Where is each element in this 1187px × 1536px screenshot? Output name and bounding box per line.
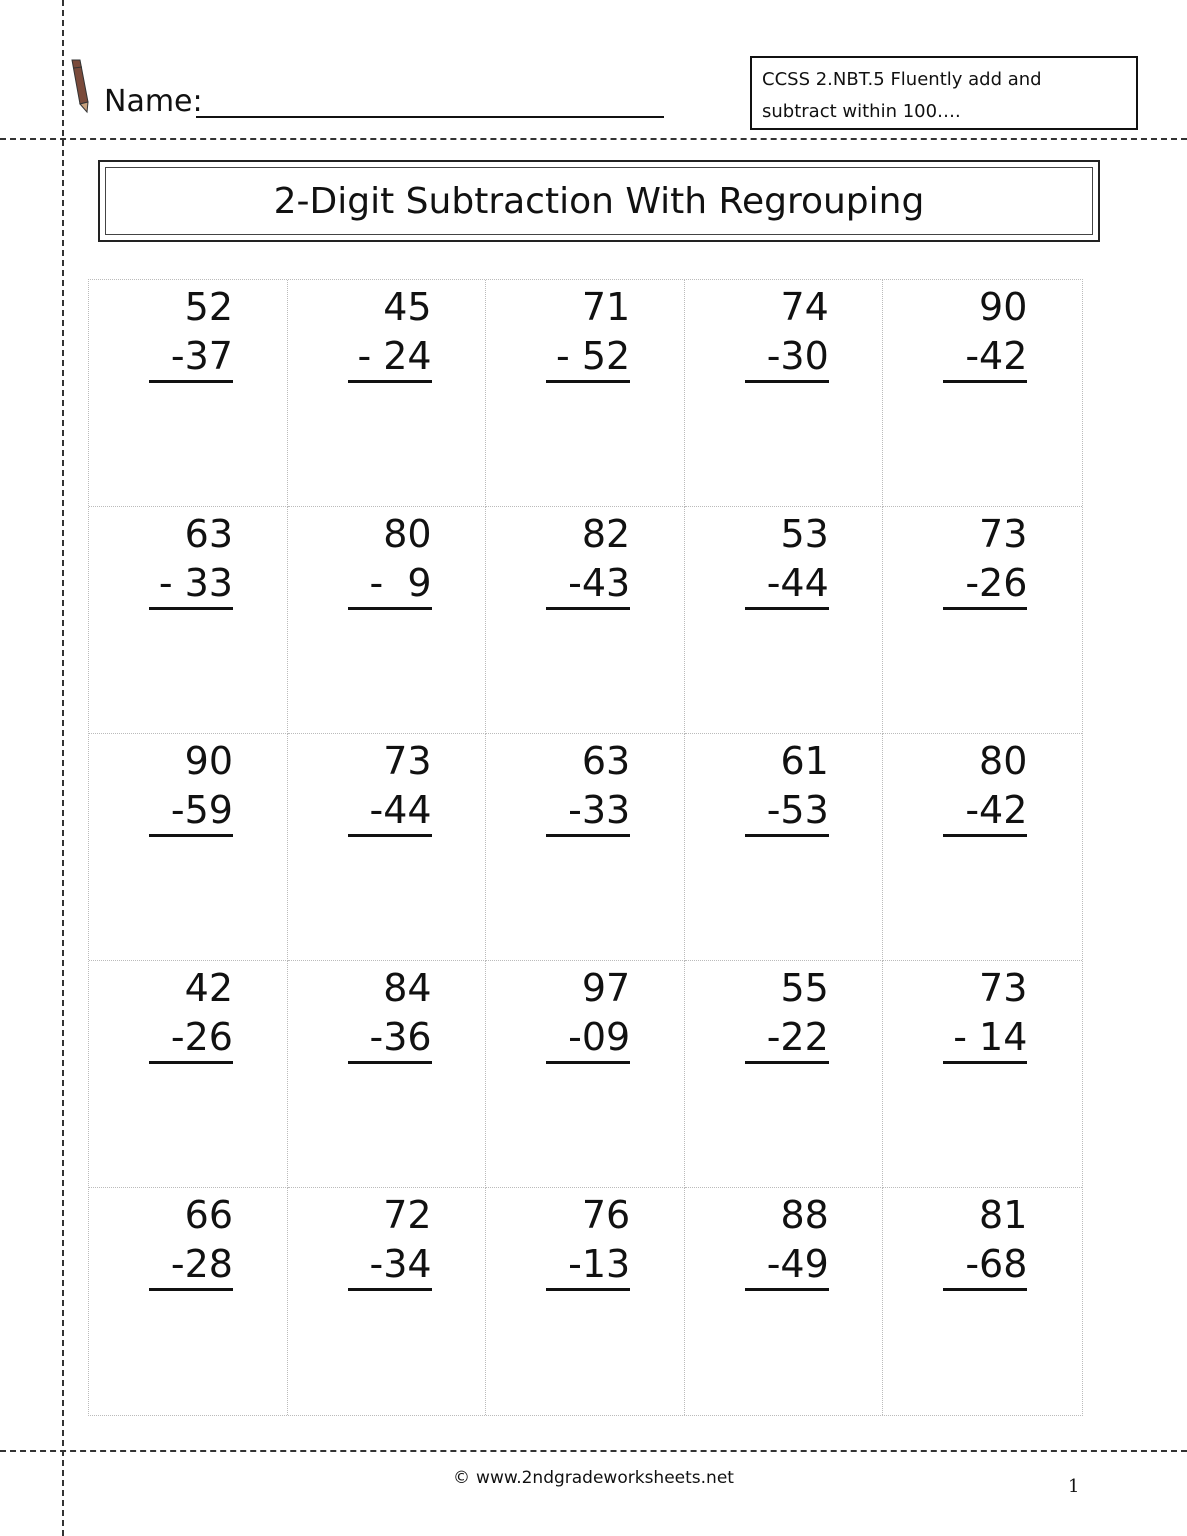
subtrahend: -09	[546, 1013, 630, 1064]
problem	[149, 1190, 233, 1291]
subtrahend: -53	[745, 786, 829, 837]
worksheet-title: 2-Digit Subtraction With Regrouping	[105, 167, 1093, 235]
problem-cell[interactable]	[89, 961, 288, 1188]
subtrahend: -42	[943, 786, 1027, 837]
name-label: Name:	[104, 84, 203, 119]
problem	[943, 963, 1027, 1064]
subtrahend: -13	[546, 1240, 630, 1291]
page-number: 1	[1068, 1476, 1080, 1497]
problem	[348, 282, 432, 383]
problem	[943, 282, 1027, 383]
name-field-line[interactable]	[196, 116, 664, 118]
bottom-guide-line	[0, 1450, 1187, 1452]
problem	[149, 282, 233, 383]
minuend: 63	[581, 739, 631, 783]
problem	[546, 736, 630, 837]
subtrahend: - 9	[348, 559, 432, 610]
title-box	[98, 160, 1100, 242]
standard-box	[750, 56, 1138, 130]
problem	[348, 963, 432, 1064]
problem-cell[interactable]	[883, 734, 1082, 961]
minuend: 97	[581, 966, 631, 1010]
footer-site: www.2ndgradeworksheets.net	[476, 1468, 734, 1488]
subtrahend: -44	[348, 786, 432, 837]
minuend: 73	[383, 739, 432, 783]
problem-cell[interactable]	[89, 507, 288, 734]
problem-cell[interactable]	[89, 280, 288, 507]
minuend: 42	[184, 966, 233, 1010]
subtrahend: -26	[149, 1013, 233, 1064]
problem	[348, 736, 432, 837]
problem-cell[interactable]	[288, 507, 487, 734]
minuend: 90	[184, 739, 233, 783]
subtrahend: -36	[348, 1013, 432, 1064]
minuend: 84	[383, 966, 432, 1010]
standard-line-1: CCSS 2.NBT.5 Fluently add and	[762, 69, 1042, 90]
problem-cell[interactable]	[883, 1188, 1082, 1415]
problem	[745, 963, 829, 1064]
problem-cell[interactable]	[883, 961, 1082, 1188]
minuend: 76	[581, 1193, 631, 1237]
problem-cell[interactable]	[89, 1188, 288, 1415]
problem-cell[interactable]	[685, 734, 884, 961]
problem	[348, 1190, 432, 1291]
problem-cell[interactable]	[883, 507, 1082, 734]
problem	[546, 1190, 630, 1291]
minuend: 63	[184, 512, 233, 556]
problem-cell[interactable]	[486, 961, 685, 1188]
problem	[348, 509, 432, 610]
problem-cell[interactable]	[486, 507, 685, 734]
copyright-icon: ©	[453, 1468, 471, 1488]
minuend: 72	[383, 1193, 432, 1237]
problems-grid	[88, 279, 1083, 1416]
problem	[149, 963, 233, 1064]
subtrahend: - 14	[943, 1013, 1027, 1064]
minuend: 74	[780, 285, 829, 329]
subtrahend: -33	[546, 786, 630, 837]
problem-cell[interactable]	[288, 734, 487, 961]
problem	[546, 963, 630, 1064]
minuend: 52	[184, 285, 233, 329]
subtrahend: -68	[943, 1240, 1027, 1291]
subtrahend: -22	[745, 1013, 829, 1064]
subtrahend: - 24	[348, 332, 432, 383]
minuend: 73	[979, 512, 1028, 556]
subtrahend: -28	[149, 1240, 233, 1291]
left-margin-line	[62, 0, 64, 1536]
minuend: 45	[383, 285, 432, 329]
problem	[745, 1190, 829, 1291]
subtrahend: -44	[745, 559, 829, 610]
minuend: 81	[979, 1193, 1028, 1237]
pencil-icon	[68, 58, 92, 114]
standard-line-2: subtract within 100….	[762, 101, 961, 122]
problem	[546, 509, 630, 610]
subtrahend: -30	[745, 332, 829, 383]
minuend: 53	[780, 512, 829, 556]
minuend: 90	[979, 285, 1028, 329]
problem-cell[interactable]	[685, 961, 884, 1188]
problem	[943, 736, 1027, 837]
problem-cell[interactable]	[486, 1188, 685, 1415]
minuend: 61	[780, 739, 829, 783]
top-guide-line	[0, 138, 1187, 140]
problem-cell[interactable]	[883, 280, 1082, 507]
problem-cell[interactable]	[288, 961, 487, 1188]
subtrahend: -59	[149, 786, 233, 837]
problem	[745, 509, 829, 610]
minuend: 55	[780, 966, 829, 1010]
minuend: 80	[979, 739, 1028, 783]
problem	[943, 1190, 1027, 1291]
problem-cell[interactable]	[685, 507, 884, 734]
minuend: 66	[184, 1193, 233, 1237]
minuend: 71	[581, 285, 631, 329]
problem	[943, 509, 1027, 610]
subtrahend: -26	[943, 559, 1027, 610]
subtrahend: - 33	[149, 559, 233, 610]
minuend: 80	[383, 512, 432, 556]
footer	[0, 1468, 1187, 1488]
subtrahend: - 52	[546, 332, 630, 383]
subtrahend: -43	[546, 559, 630, 610]
minuend: 82	[581, 512, 631, 556]
minuend: 88	[780, 1193, 829, 1237]
problem	[745, 736, 829, 837]
subtrahend: -49	[745, 1240, 829, 1291]
minuend: 73	[979, 966, 1028, 1010]
problem-cell[interactable]	[89, 734, 288, 961]
problem	[745, 282, 829, 383]
subtrahend: -37	[149, 332, 233, 383]
subtrahend: -34	[348, 1240, 432, 1291]
problem-cell[interactable]	[685, 1188, 884, 1415]
problem-cell[interactable]	[486, 734, 685, 961]
problem-cell[interactable]	[486, 280, 685, 507]
subtrahend: -42	[943, 332, 1027, 383]
problem-cell[interactable]	[288, 1188, 487, 1415]
problem	[149, 509, 233, 610]
problem	[149, 736, 233, 837]
problem	[546, 282, 630, 383]
problem-cell[interactable]	[288, 280, 487, 507]
problem-cell[interactable]	[685, 280, 884, 507]
